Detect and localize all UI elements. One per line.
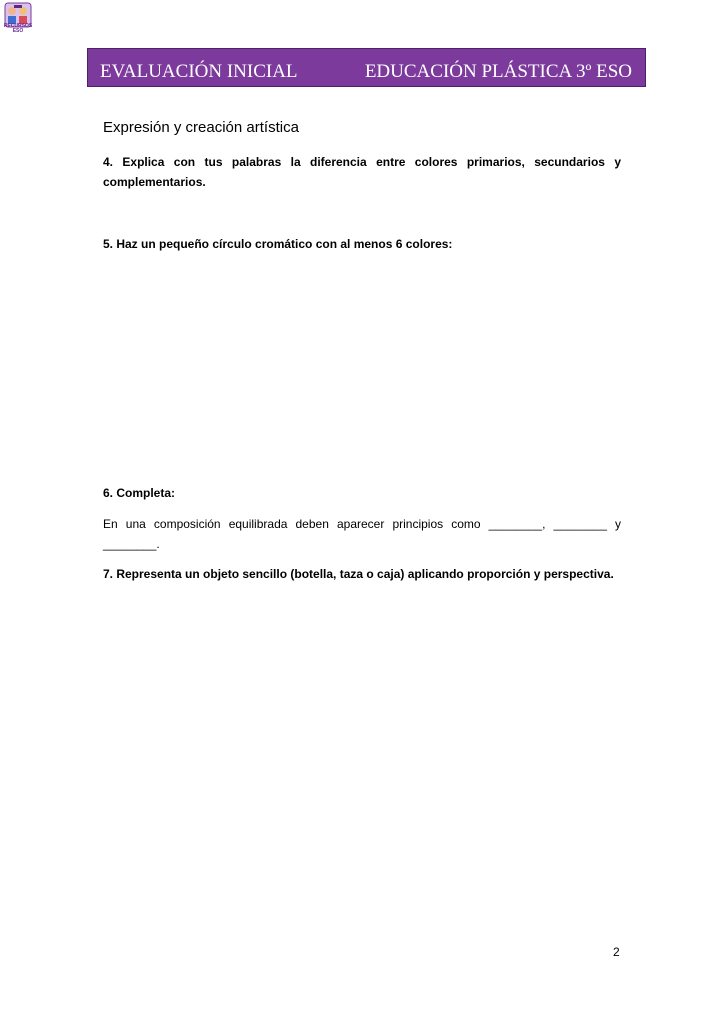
question-6-title: 6. Completa: <box>103 486 176 500</box>
header-title-right: EDUCACIÓN PLÁSTICA 3º ESO <box>364 61 632 82</box>
question-6-body: En una composición equilibrada deben aparecer principios como ________, ________ y ________. <box>103 517 621 551</box>
logo-caption: RECURSOS ESO <box>3 23 33 34</box>
question-7: 7. Representa un objeto sencillo (botella, taza o caja) aplicando proporción y perspectiva. <box>103 567 614 581</box>
header-title-left: EVALUACIÓN INICIAL <box>100 61 298 82</box>
question-5: 5. Haz un pequeño círculo cromático con al menos 6 colores: <box>103 237 453 251</box>
question-4: 4. Explica con tus palabras la diferencia entre colores primarios, secundarios y complementarios. <box>103 155 621 189</box>
header-banner <box>87 48 646 87</box>
section-title: Expresión y creación artística <box>103 119 299 136</box>
page-number: 2 <box>613 945 620 959</box>
